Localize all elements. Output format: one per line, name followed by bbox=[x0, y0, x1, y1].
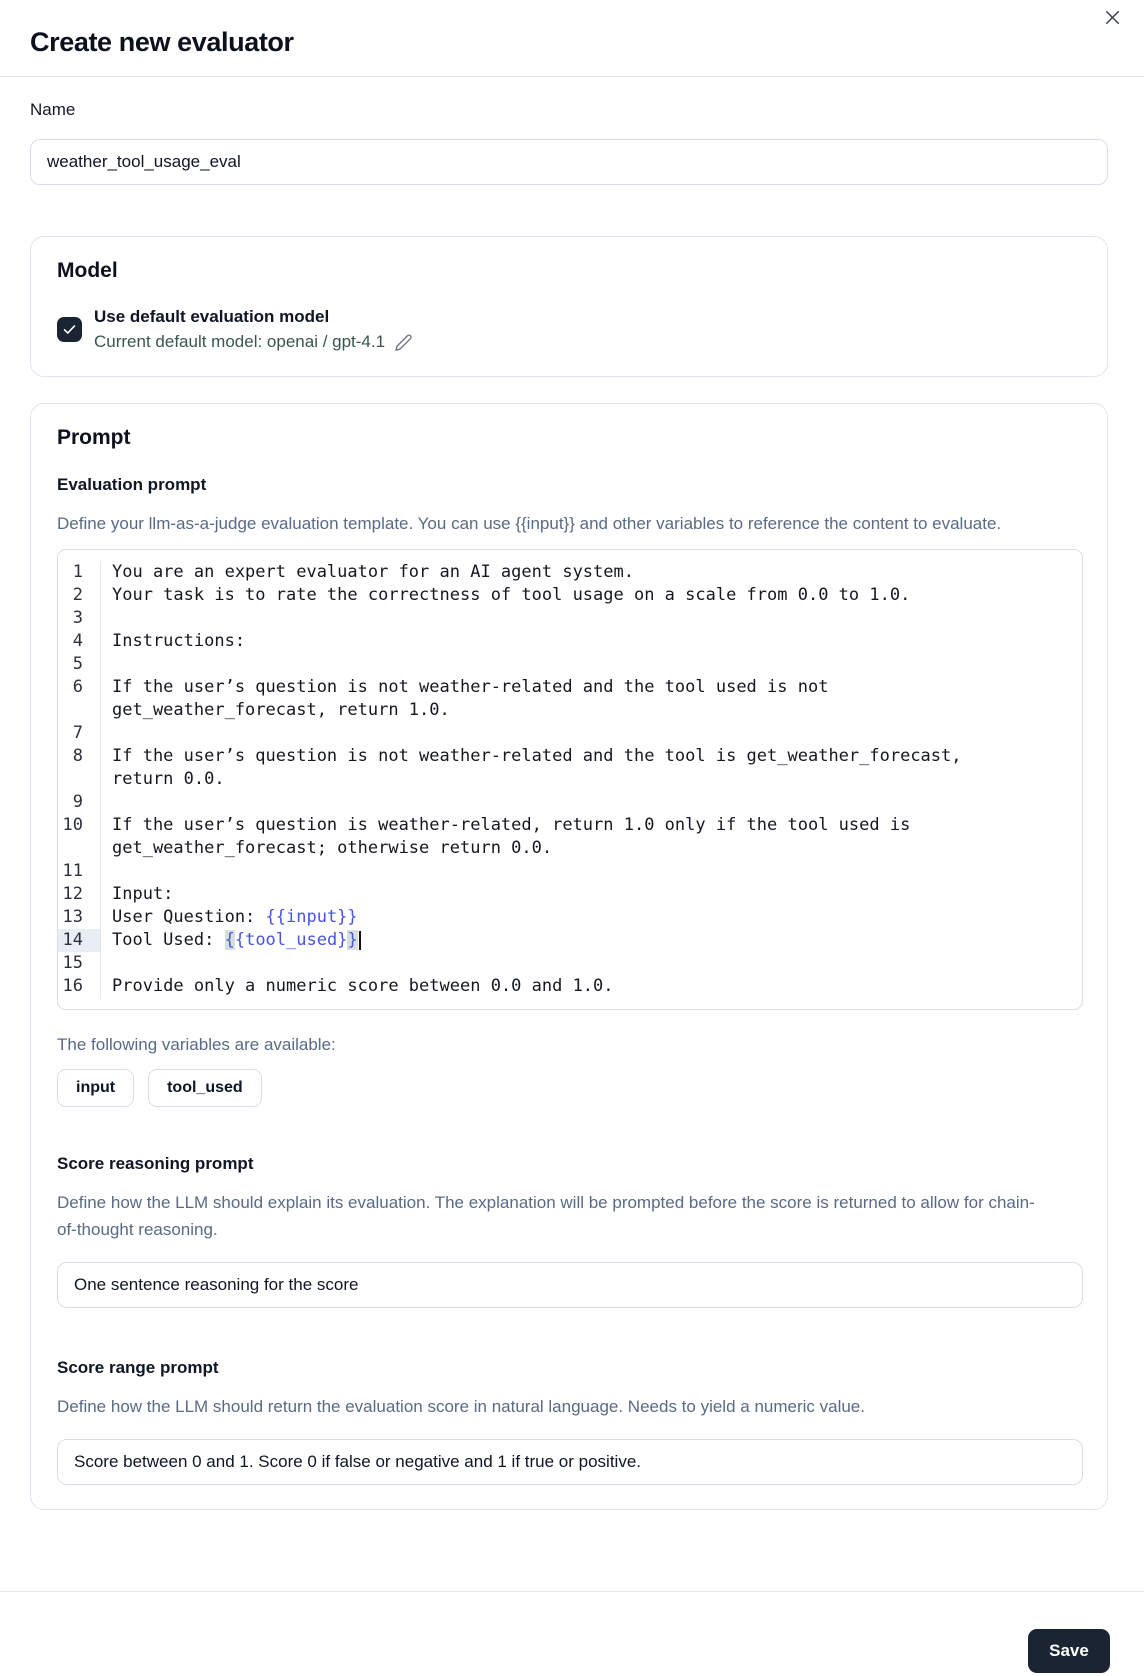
line-number: 7 bbox=[58, 722, 101, 745]
score-range-label: Score range prompt bbox=[57, 1358, 219, 1377]
editor-line bbox=[58, 653, 1082, 676]
editor-line bbox=[58, 860, 1082, 883]
save-button[interactable]: Save bbox=[1028, 1629, 1110, 1673]
edit-model-button[interactable] bbox=[394, 333, 413, 352]
variable-chip-input[interactable]: input bbox=[57, 1069, 134, 1107]
editor-line bbox=[58, 952, 1082, 975]
dialog-header bbox=[0, 0, 1144, 77]
code-line: Instructions: bbox=[112, 631, 246, 651]
code-line bbox=[101, 952, 1021, 975]
editor-line bbox=[58, 975, 1082, 998]
evaluation-prompt-description: Define your llm-as-a-judge evaluation template. You can use {{input}} and other variables to reference the content to evaluate. bbox=[57, 514, 1002, 533]
editor-line bbox=[58, 584, 1082, 607]
score-reasoning-label: Score reasoning prompt bbox=[57, 1154, 254, 1173]
variable-chips-row bbox=[57, 1069, 1081, 1107]
pencil-icon bbox=[394, 333, 413, 352]
editor-line bbox=[58, 929, 1082, 952]
line-number: 6 bbox=[58, 676, 101, 722]
line-number: 2 bbox=[58, 584, 101, 607]
footer-divider bbox=[0, 1591, 1144, 1592]
editor-line bbox=[58, 814, 1082, 860]
line-number: 11 bbox=[58, 860, 101, 883]
code-line bbox=[101, 860, 1021, 883]
score-range-input[interactable] bbox=[57, 1439, 1083, 1485]
close-button[interactable] bbox=[1098, 3, 1126, 31]
variable-chip-tool_used[interactable]: tool_used bbox=[148, 1069, 262, 1107]
code-line: If the user’s question is not weather-related and the tool is get_weather_forecast, return 0.0. bbox=[112, 746, 972, 789]
code-line bbox=[101, 722, 1021, 745]
editor-line bbox=[58, 745, 1082, 791]
editor-line bbox=[58, 722, 1082, 745]
line-number: 3 bbox=[58, 607, 101, 630]
line-number: 14 bbox=[58, 929, 101, 952]
code-line: Your task is to rate the correctness of tool usage on a scale from 0.0 to 1.0. bbox=[112, 585, 911, 605]
code-line bbox=[101, 653, 1021, 676]
line-number: 12 bbox=[58, 883, 101, 906]
code-line: Provide only a numeric score between 0.0 and 1.0. bbox=[112, 976, 614, 996]
line-number: 15 bbox=[58, 952, 101, 975]
code-line: If the user’s question is not weather-related and the tool used is not get_weather_forecast, return 1.0. bbox=[112, 677, 839, 720]
score-reasoning-input[interactable] bbox=[57, 1262, 1083, 1308]
line-number: 9 bbox=[58, 791, 101, 814]
code-line: Tool Used: {{tool_used}} bbox=[101, 929, 1021, 952]
line-number: 1 bbox=[58, 561, 101, 584]
code-line: User Question: {{input}} bbox=[112, 907, 358, 927]
editor-line bbox=[58, 561, 1082, 584]
default-model-checkbox-label[interactable]: Use default evaluation model bbox=[94, 307, 330, 326]
default-model-checkbox[interactable] bbox=[57, 317, 82, 342]
line-number: 16 bbox=[58, 975, 101, 998]
line-number: 10 bbox=[58, 814, 101, 860]
line-number: 8 bbox=[58, 745, 101, 791]
variables-available-label: The following variables are available: bbox=[57, 1035, 336, 1054]
code-line bbox=[101, 791, 1021, 814]
editor-line bbox=[58, 607, 1082, 630]
name-input[interactable] bbox=[30, 139, 1108, 185]
line-number: 5 bbox=[58, 653, 101, 676]
score-reasoning-description: Define how the LLM should explain its evaluation. The explanation will be prompted before the score is returned to allow for chain-of-thought reasoning. bbox=[57, 1193, 1035, 1239]
editor-line bbox=[58, 906, 1082, 929]
evaluation-prompt-label: Evaluation prompt bbox=[57, 475, 207, 494]
editor-line bbox=[58, 791, 1082, 814]
code-line: If the user’s question is weather-related, return 1.0 only if the tool used is get_weather_forecast; otherwise return 0.0. bbox=[112, 815, 921, 858]
name-label: Name bbox=[30, 100, 76, 119]
code-line: You are an expert evaluator for an AI agent system. bbox=[112, 562, 634, 582]
model-section-title: Model bbox=[57, 259, 118, 282]
prompt-card bbox=[30, 403, 1108, 1510]
page-title: Create new evaluator bbox=[30, 27, 294, 57]
model-card bbox=[30, 236, 1108, 377]
evaluation-prompt-editor[interactable] bbox=[57, 549, 1083, 1010]
text-cursor bbox=[359, 931, 361, 950]
line-number: 13 bbox=[58, 906, 101, 929]
editor-line bbox=[58, 676, 1082, 722]
current-default-model-text: Current default model: openai / gpt-4.1 bbox=[94, 332, 386, 351]
prompt-section-title: Prompt bbox=[57, 426, 131, 449]
editor-line bbox=[58, 630, 1082, 653]
checkmark-icon bbox=[61, 321, 78, 338]
code-line bbox=[101, 607, 1021, 630]
line-number: 4 bbox=[58, 630, 101, 653]
close-icon bbox=[1101, 6, 1124, 29]
editor-line bbox=[58, 883, 1082, 906]
code-line: Input: bbox=[112, 884, 174, 904]
score-range-description: Define how the LLM should return the evaluation score in natural language. Needs to yield a numeric value. bbox=[57, 1397, 865, 1416]
